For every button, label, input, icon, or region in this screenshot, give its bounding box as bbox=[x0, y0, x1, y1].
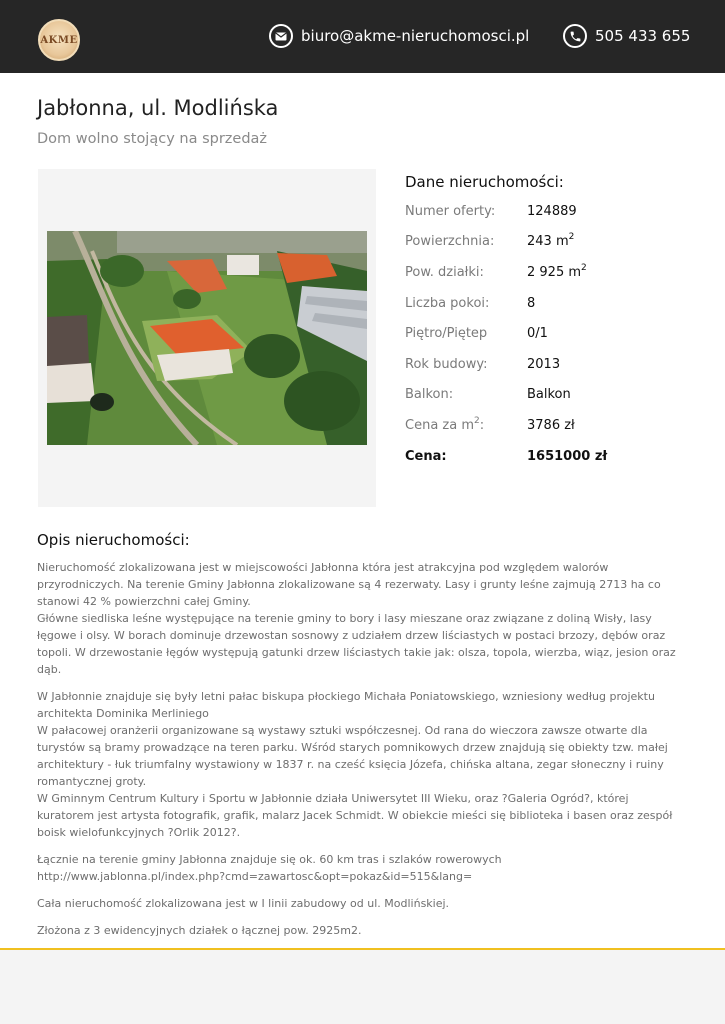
description-paragraph: W Jabłonnie znajduje się były letni pałac biskupa płockiego Michała Poniatowskiego, wzniesiony według projektu architekta Dominika Merliniego W pałacowej oranżerii organizowane są wystawy sztuki współczesnej. Od rana do wieczora zawsze otwarte dla turystów są bramy prowadzące na teren parku. Wśród starych pomnikowych drzew znajdują się obiekty tzw. małej architektury - łuk triumfalny wystawiony w 1837 r. na cześć księcia Józefa, chińska altana, zegar słoneczny i ruiny romantycznej groty. W Gminnym Centrum Kultury i Sportu w Jabłonnie działa Uniwersytet III Wieku, oraz ?Galeria Ogród?, której kuratorem jest artysta fotografik, grafik, malarz Jacek Schmidt. W obiekcie mieści się biblioteka i basen oraz zespół boisk wielofunkcyjnych ?Orlik 2012?. bbox=[37, 690, 673, 839]
email-contact[interactable] bbox=[269, 24, 529, 48]
price-value: 1651000 zł bbox=[527, 448, 608, 464]
listing-subtitle: Dom wolno stojący na sprzedaż bbox=[37, 131, 268, 147]
description-paragraph: Łącznie na terenie gminy Jabłonna znajduje się ok. 60 km tras i szlaków rowerowych http://www.jablonna.pl/index.php?cmd=zawartosc&opt=pokaz&id=515&lang= bbox=[37, 853, 502, 883]
unit-exponent: 2 bbox=[568, 232, 575, 243]
detail-label: Piętro/Piętер bbox=[405, 326, 488, 342]
detail-row-area bbox=[405, 227, 705, 258]
detail-value: 8 bbox=[527, 295, 536, 311]
email-link[interactable]: biuro@akme-nieruchomosci.pl bbox=[301, 27, 530, 45]
detail-value-text: 243 m bbox=[527, 234, 569, 250]
logo-text: AKME bbox=[40, 34, 78, 46]
detail-row-floors bbox=[405, 318, 705, 349]
detail-value bbox=[527, 262, 587, 280]
detail-label: Numer oferty: bbox=[405, 203, 496, 219]
detail-label-text: Cena za m bbox=[405, 417, 474, 433]
description-paragraph: Złożona z 3 ewidencyjnych działek o łącznej pow. 2925m2. bbox=[37, 924, 362, 937]
unit-exponent: 2 bbox=[581, 262, 587, 273]
detail-label: Pow. działki: bbox=[405, 264, 484, 280]
detail-value: Balkon bbox=[527, 387, 571, 403]
detail-row-price bbox=[405, 441, 705, 472]
detail-value bbox=[527, 234, 574, 249]
detail-value: 124889 bbox=[527, 203, 577, 219]
detail-label bbox=[405, 415, 527, 433]
detail-row-year-built bbox=[405, 349, 705, 380]
detail-value-text: 2 925 m bbox=[527, 264, 582, 280]
detail-row-plot-area bbox=[405, 257, 705, 288]
detail-row-offer-number bbox=[405, 196, 705, 227]
detail-label: Balkon: bbox=[405, 387, 454, 403]
akme-logo[interactable] bbox=[38, 19, 80, 61]
description-paragraph: Nieruchomość zlokalizowana jest w miejscowości Jabłonna która jest atrakcyjna pod względem walorów przyrodniczych. Na terenie Gminy Jabłonna zlokalizowane są 4 rezerwaty. Lasy i grunty leśne zajmują 2713 ha co stanowi 42 % powierzchni całej Gminy. Główne siedliska leśne występujące na terenie gminy to bory i lasy mieszane oraz związane z doliną Wisły, lasy łęgowe i olsy. W borach dominuje drzewostan sosnowy z udziałem drzew liściastych w postaci brzozy, dębów oraz topoli. W drzewostanie łęgów występują gatunki drzew liściastych takie jak: olsza, topola, wierzba, wiąz, jesion oraz dąb. bbox=[37, 561, 676, 676]
envelope-icon bbox=[269, 24, 293, 48]
detail-label: Powierzchnia: bbox=[405, 234, 495, 250]
detail-value: 2013 bbox=[527, 356, 561, 372]
property-aerial-photo[interactable] bbox=[47, 231, 367, 445]
detail-value: 0/1 bbox=[527, 326, 548, 342]
details-heading: Dane nieruchomości: bbox=[405, 173, 564, 191]
description-paragraph: Cała nieruchomość zlokalizowana jest w I linii zabudowy od ul. Modlińskiej. bbox=[37, 897, 450, 910]
description-heading: Opis nieruchomości: bbox=[37, 531, 190, 549]
detail-value: 3786 zł bbox=[527, 417, 575, 433]
detail-label: Liczba pokoi: bbox=[405, 295, 490, 311]
listing-title: Jabłonna, ul. Modlińska bbox=[37, 96, 279, 120]
unit-exponent: 2 bbox=[474, 415, 480, 426]
detail-row-price-per-m2 bbox=[405, 410, 705, 441]
details-table bbox=[405, 196, 705, 471]
phone-icon bbox=[563, 24, 587, 48]
page-footer bbox=[0, 950, 725, 1024]
phone-link[interactable]: 505 433 655 bbox=[595, 27, 691, 45]
detail-label: Cena: bbox=[405, 448, 447, 464]
label-colon: : bbox=[479, 417, 485, 433]
description-body bbox=[37, 559, 687, 949]
site-header bbox=[0, 0, 725, 73]
detail-row-balcony bbox=[405, 380, 705, 411]
detail-row-rooms bbox=[405, 288, 705, 319]
phone-contact[interactable] bbox=[563, 24, 690, 48]
photo-frame bbox=[38, 169, 376, 507]
detail-label: Rok budowy: bbox=[405, 356, 488, 372]
